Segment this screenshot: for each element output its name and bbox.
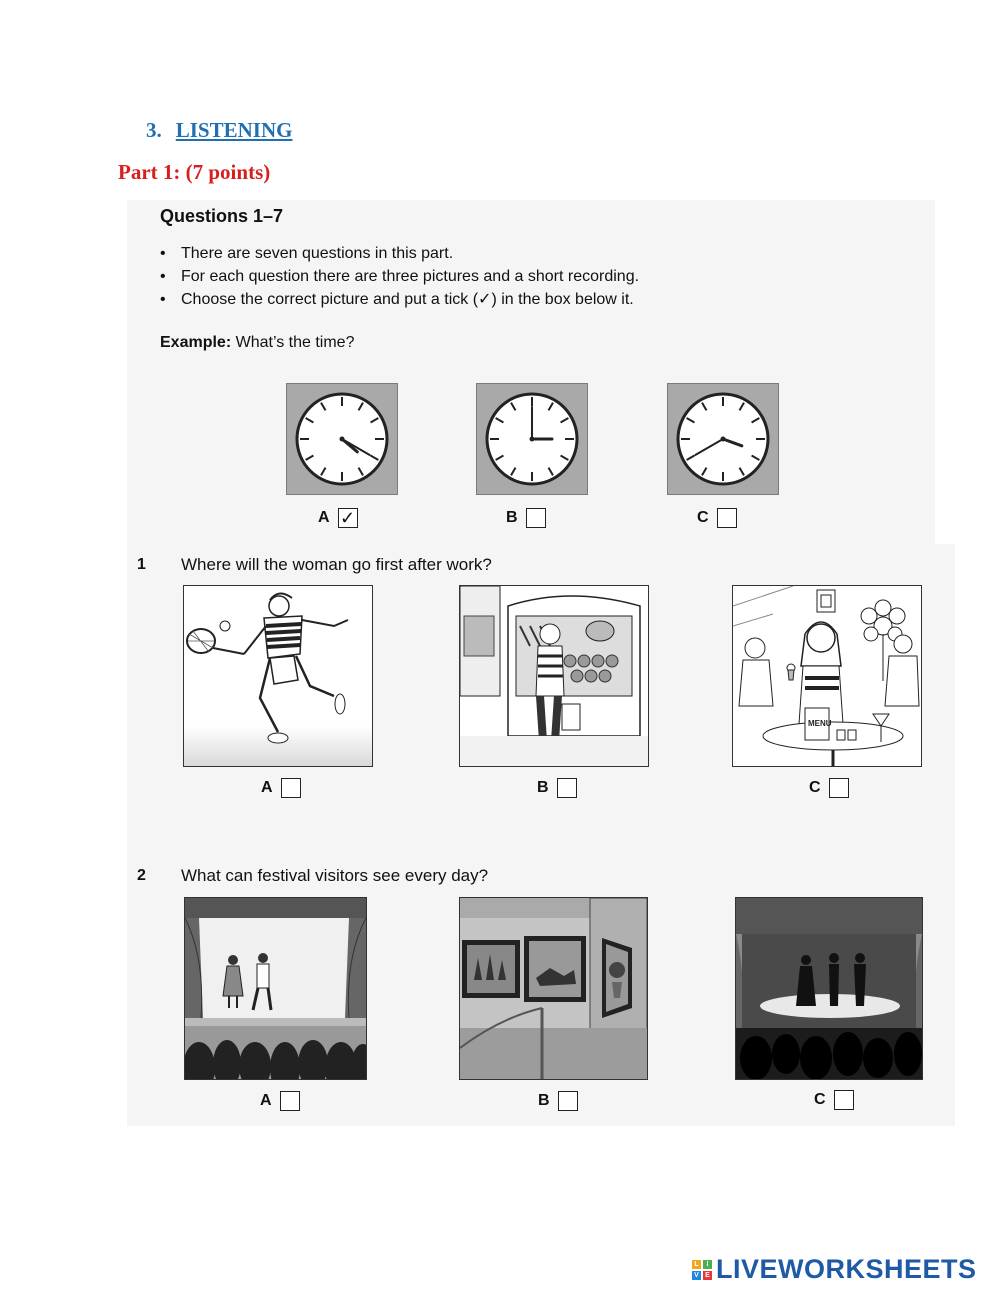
q2-option-b	[538, 1091, 578, 1111]
example-question	[160, 334, 354, 352]
option-letter: C	[814, 1091, 826, 1108]
q1-picture-a	[183, 585, 373, 767]
section-heading	[146, 118, 292, 143]
answer-checkbox[interactable]	[829, 778, 849, 798]
logo-text: LIVEWORKSHEETS	[716, 1254, 977, 1284]
example-option-b	[506, 508, 546, 528]
clock-icon	[287, 384, 397, 494]
option-letter: C	[809, 779, 821, 796]
restaurant-picture	[733, 586, 921, 766]
option-letter: A	[318, 509, 330, 526]
clock-center	[721, 437, 726, 442]
answer-checkbox[interactable]	[280, 1091, 300, 1111]
section-title: LISTENING	[175, 118, 293, 142]
answer-checkbox[interactable]	[717, 508, 737, 528]
q1-option-b	[537, 778, 577, 798]
q2-picture-b	[459, 897, 648, 1080]
art-gallery-picture	[460, 898, 647, 1079]
example-picture-c	[667, 383, 779, 495]
answer-checkbox[interactable]	[558, 1091, 578, 1111]
example-option-a	[318, 508, 358, 528]
option-letter: B	[506, 509, 518, 526]
example-option-c	[697, 508, 737, 528]
instruction-item: • For each question there are three pictures and a short recording.	[160, 265, 639, 288]
question-text: Where will the woman go first after work?	[181, 555, 492, 574]
theatre-play-picture	[185, 898, 366, 1079]
example-label: Example:	[160, 334, 232, 351]
q2-option-c	[814, 1090, 854, 1110]
concert-picture	[736, 898, 922, 1079]
example-picture-b	[476, 383, 588, 495]
answer-checkbox[interactable]	[526, 508, 546, 528]
clock-icon	[477, 384, 587, 494]
clock-center	[340, 437, 345, 442]
option-letter: C	[697, 509, 709, 526]
logo-letter: V	[692, 1271, 701, 1280]
shop-counter-picture	[460, 586, 648, 766]
option-letter: A	[261, 779, 273, 796]
part-heading: Part 1: (7 points)	[118, 160, 271, 184]
question-text: What can festival visitors see every day?	[181, 866, 489, 885]
clock-icon	[668, 384, 778, 494]
logo-letter: L	[692, 1260, 701, 1269]
tennis-player-picture	[184, 586, 372, 766]
answer-checkbox[interactable]	[834, 1090, 854, 1110]
instruction-item: • There are seven questions in this part.	[160, 242, 639, 265]
instruction-list	[160, 242, 639, 311]
q1-option-c	[809, 778, 849, 798]
q2-picture-a	[184, 897, 367, 1080]
liveworksheets-logo[interactable]	[692, 1254, 977, 1285]
answer-checkbox[interactable]	[281, 778, 301, 798]
menu-label: MENU	[808, 719, 832, 728]
clock-center	[530, 437, 535, 442]
option-letter: B	[537, 779, 549, 796]
option-letter: B	[538, 1092, 550, 1109]
example-text: What’s the time?	[235, 334, 355, 351]
section-number: 3.	[146, 118, 162, 142]
answer-checkbox[interactable]	[557, 778, 577, 798]
answer-checkbox[interactable]: ✓	[338, 508, 358, 528]
q1-picture-b	[459, 585, 649, 767]
q2-option-a	[260, 1091, 300, 1111]
questions-title: Questions 1–7	[160, 206, 284, 226]
question-number: 2	[137, 867, 146, 884]
logo-mark-icon	[692, 1260, 712, 1280]
q1-picture-c	[732, 585, 922, 767]
logo-letter: E	[703, 1271, 712, 1280]
option-letter: A	[260, 1092, 272, 1109]
q2-picture-c	[735, 897, 923, 1080]
question-number: 1	[137, 556, 146, 573]
instruction-item: • Choose the correct picture and put a tick (✓) in the box below it.	[160, 288, 639, 311]
logo-letter: I	[703, 1260, 712, 1269]
q1-option-a	[261, 778, 301, 798]
example-picture-a	[286, 383, 398, 495]
